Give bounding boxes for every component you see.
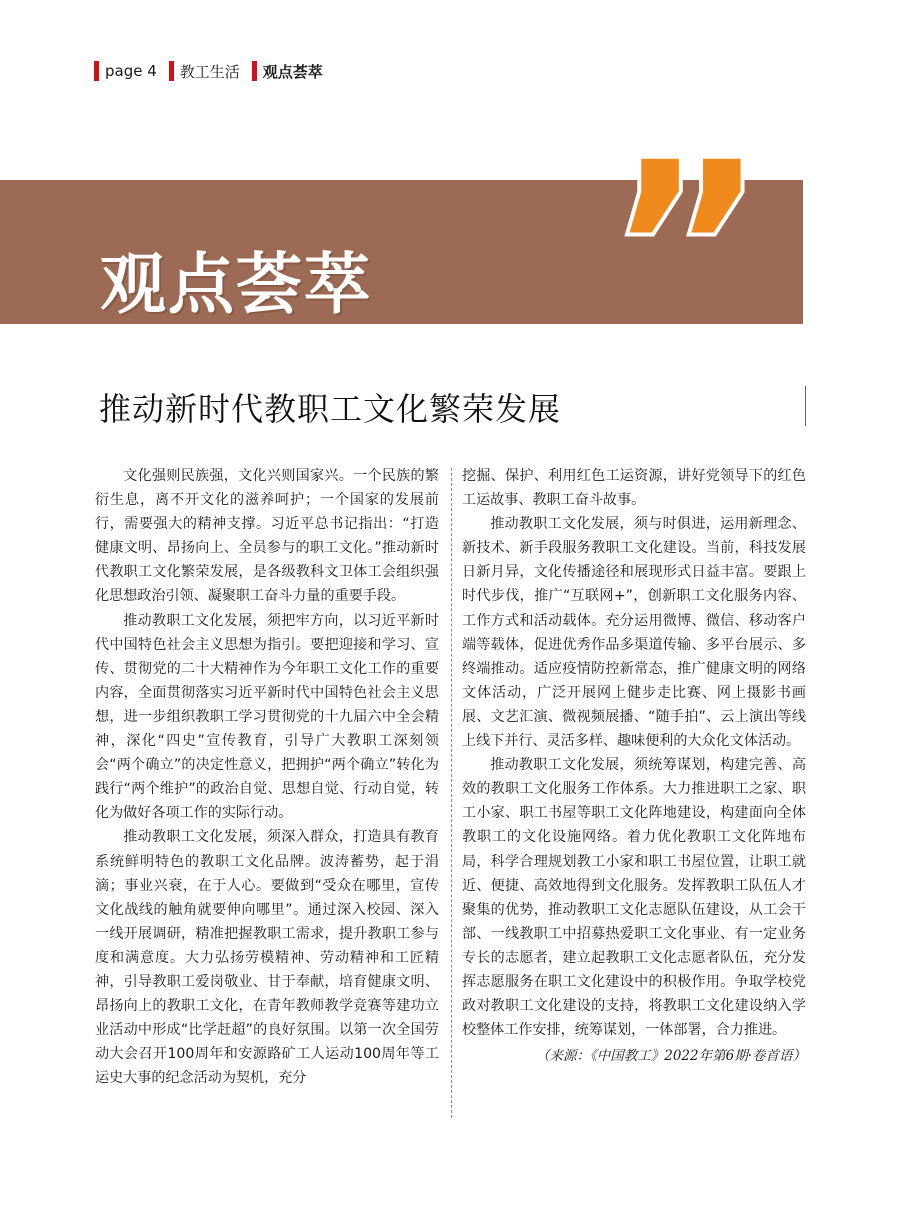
- breadcrumb-section: [169, 61, 240, 82]
- paragraph: 推动教职工文化发展，须统筹谋划，构建完善、高效的教职工文化服务工作体系。大力推进职工之家、职工小家、职工书屋等职工文化阵地建设，构建面向全体教职工的文化设施网络。着力优化教职工文化阵地布局，科学合理规划教工小家和职工书屋位置，让职工就近、便捷、高效地得到文化服务。发挥教职工队伍人才聚集的优势，推动教职工文化志愿队伍建设，从工会干部、一线教职工中招募热爱职工文化事业、有一定业务专长的志愿者，建立起教职工文化志愿者队伍，充分发挥志愿服务在职工文化建设中的积极作用。争取学校党政对教职工文化建设的支持，将教职工文化建设纳入学校整体工作安排，统筹谋划，一体部署，合力推进。: [462, 757, 806, 1039]
- page-number: page 4: [105, 62, 157, 80]
- column-name: 观点荟萃: [262, 62, 323, 81]
- paragraph: 推动教职工文化发展，须与时俱进，运用新理念、新技术、新手段服务教职工文化建设。当前，科技发展日新月异，文化传播途径和展现形式日益丰富。要跟上时代步伐，推广“互联网+”，创新职工文化服务内容、工作方式和活动载体。充分运用微博、微信、移动客户端等载体，促进优秀作品多渠道传输、多平台展示、多终端推动。适应疫情防控新常态，推广健康文明的网络文体活动，广泛开展网上健步走比赛、网上摄影书画展、文艺汇演、微视频展播、“随手拍”、云上演出等线上线下并行、灵活多样、趣味便利的大众化文体活动。: [462, 516, 806, 750]
- breadcrumb-page: [94, 61, 157, 81]
- paragraph: 推动教职工文化发展，须深入群众，打造具有教育系统鲜明特色的教职工文化品牌。波涛蓄势，起于涓滴；事业兴衰，在于人心。要做到“受众在哪里，宣传文化战线的触角就要伸向哪里”。通过深入校园、深入一线开展调研，精准把握教职工需求，提升教职工参与度和满意度。大力弘扬劳模精神、劳动精神和工匠精神，引导教职工爱岗敬业、甘于奉献，培育健康文明、昂扬向上的教职工文化，在青年教师教学竞赛等建功立业活动中形成“比学赶超”的良好氛围。以第一次全国劳动大会召开100周年和安源路矿工人运动100周年等工运史大事的纪念活动为契机，充分: [95, 829, 439, 1087]
- section-name: 教工生活: [179, 62, 240, 81]
- paragraph: 文化强则民族强，文化兴则国家兴。一个民族的繁衍生息，离不开文化的滋养呵护；一个国家的发展前行，需要强大的精神支撑。习近平总书记指出：“打造健康文明、昂扬向上、全员参与的职工文化。”推动新时代教职工文化繁荣发展，是各级教科文卫体工会组织强化思想政治引领、凝聚职工奋斗力量的重要手段。: [95, 468, 439, 605]
- red-bar-marker: [169, 61, 174, 81]
- article-column-right: [462, 464, 806, 1068]
- red-bar-marker: [252, 61, 257, 81]
- title-rule: [805, 386, 806, 426]
- article-column-left: [95, 464, 439, 1090]
- paragraph: 推动教职工文化发展，须把牢方向，以习近平新时代中国特色社会主义思想为指引。要把迎接和学习、宣传、贯彻党的二十大精神作为今年职工文化工作的重要内容，全面贯彻落实习近平新时代中国特色社会主义思想，进一步组织教职工学习贯彻党的十九届六中全会精神，深化“四史”宣传教育，引导广大教职工深刻领会“两个确立”的决定性意义，把拥护“两个确立”转化为践行“两个维护”的政治自觉、思想自觉、行动自觉，转化为做好各项工作的实际行动。: [95, 612, 439, 822]
- breadcrumb: [94, 60, 335, 82]
- paragraph: 挖掘、保护、利用红色工运资源，讲好党领导下的红色工运故事、教职工奋斗故事。: [462, 468, 806, 509]
- breadcrumb-column: [252, 61, 323, 82]
- banner-title: 观点荟萃: [100, 246, 372, 323]
- quote-mark-icon: ”: [604, 107, 769, 398]
- column-divider: [451, 468, 452, 1118]
- red-bar-marker: [94, 61, 99, 81]
- article-source: （来源：《中国教工》2022年第6期·卷首语）: [536, 1048, 806, 1065]
- article-title: 推动新时代教职工文化繁荣发展: [99, 390, 562, 428]
